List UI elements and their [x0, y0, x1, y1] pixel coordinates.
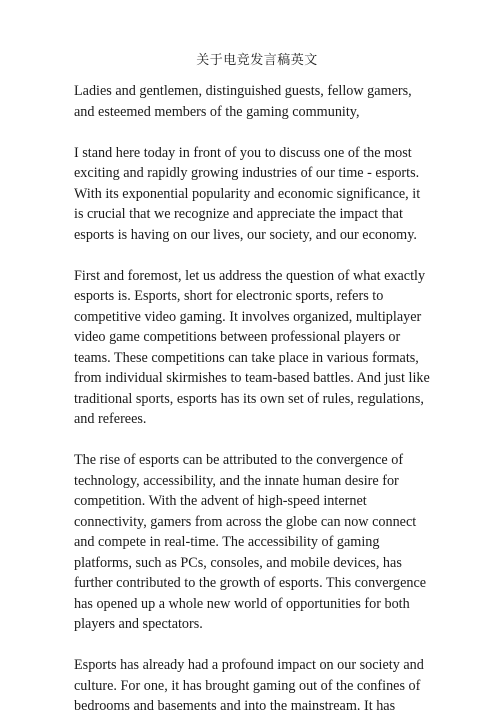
paragraph-greeting: Ladies and gentlemen, distinguished guests, fellow gamers, and esteemed members of the gaming community,	[74, 83, 412, 120]
paragraph-definition: First and foremost, let us address the question of what exactly esports is. Esports, short for electronic sports, refers to competitive video gaming. It involves organized, multiplayer video game competitions between professional players or teams. These competitions can take place in various formats, from individual skirmishes to team-based battles. And just like traditional sports, esports has its own set of rules, regulations, and referees.	[74, 267, 430, 427]
paragraph-introduction: I stand here today in front of you to discuss one of the most exciting and rapidly growing industries of our time - esports. With its exponential popularity and economic significance, it is crucial that we recognize and appreciate the impact that esports is having on our lives, our society, and our economy.	[74, 144, 421, 243]
document-title: 关于电竞发言稿英文	[196, 53, 318, 68]
paragraph-rise-of-esports: The rise of esports can be attributed to the convergence of technology, accessibility, and the innate human desire for competition. With the advent of high-speed internet connectivity, gamers from across the globe can now connect and compete in real-time. The accessibility of gaming platforms, such as PCs, consoles, and mobile devices, has further contributed to the growth of esports. This convergence has opened up a whole new world of opportunities for both players and spectators.	[74, 452, 427, 632]
paragraph-impact: Esports has already had a profound impact on our society and culture. For one, it has brought gaming out of the confines of bedrooms and basements and into the mainstream. It has	[74, 657, 424, 714]
